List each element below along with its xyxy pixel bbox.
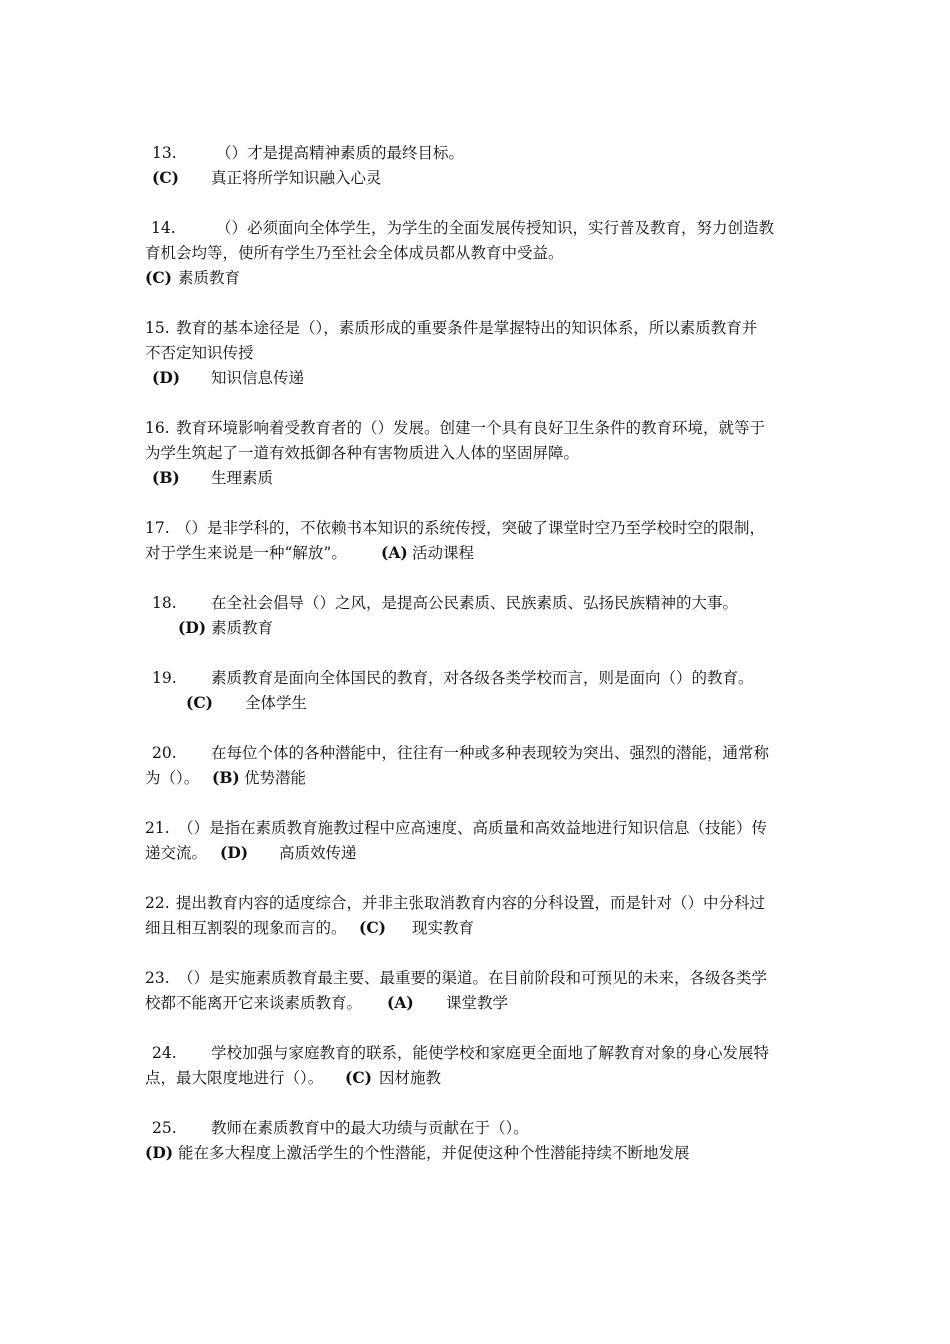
answer-text: 知识信息传递: [211, 369, 305, 387]
question-text: 为（）。: [145, 769, 200, 787]
question-text: （）是指在素质教育施教过程中应高速度、高质量和高效益地进行知识信息（技能）传: [178, 819, 768, 837]
answer-text: 素质教育: [211, 619, 274, 637]
question-number: 20.: [152, 744, 177, 762]
answer-text: 课堂教学: [446, 994, 509, 1012]
answer-letter: (D): [220, 843, 249, 862]
question-text: 在每位个体的各种潜能中，往往有一种或多种表现较为突出、强烈的潜能，通常称: [211, 744, 770, 762]
question-text: 对于学生来说是一种“解放”。: [145, 544, 347, 562]
question-number: 18.: [152, 594, 177, 612]
answer-text: 活动课程: [412, 544, 475, 562]
answer-text: 素质教育: [178, 269, 241, 287]
question-number: 16.: [145, 419, 170, 437]
question-text: 提出教育内容的适度综合，并非主张取消教育内容的分科设置，而是针对（）中分科过: [176, 894, 766, 912]
question-number: 22.: [145, 894, 170, 912]
question-number: 24.: [152, 1044, 177, 1062]
answer-letter: (C): [359, 918, 387, 937]
answer-text: 真正将所学知识融入心灵: [211, 169, 382, 187]
answer-letter: (C): [345, 1068, 373, 1087]
question-text: 教师在素质教育中的最大功绩与贡献在于（）。: [211, 1119, 529, 1137]
question-number: 25.: [152, 1119, 177, 1137]
question-text: 递交流。: [145, 844, 208, 862]
answer-letter: (B): [152, 468, 180, 487]
question-number: 14.: [151, 219, 176, 237]
question-text: （）必须面向全体学生，为学生的全面发展传授知识，实行普及教育，努力创造教: [216, 219, 775, 237]
answer-text: 现实教育: [412, 919, 475, 937]
question-text: 校都不能离开它来谈素质教育。: [145, 994, 363, 1012]
question-text: 教育的基本途径是（），素质形成的重要条件是掌握特出的知识体系，所以素质教育并: [176, 319, 758, 337]
question-text: 为学生筑起了一道有效抵御各种有害物质进入人体的坚固屏障。: [145, 444, 580, 462]
answer-letter: (C): [186, 693, 214, 712]
answer-text: 能在多大程度上激活学生的个性潜能，并促使这种个性潜能持续不断地发展: [178, 1144, 690, 1162]
question-text: （）才是提高精神素质的最终目标。: [216, 144, 465, 162]
question-number: 21.: [145, 819, 170, 837]
question-number: 23.: [145, 969, 170, 987]
answer-text: 优势潜能: [244, 769, 307, 787]
question-text: （）是非学科的，不依赖书本知识的系统传授，突破了课堂时空乃至学校时空的限制，: [176, 519, 766, 537]
question-text: 细且相互割裂的现象而言的。: [145, 919, 347, 937]
question-text: 在全社会倡导（）之风，是提高公民素质、民族素质、弘扬民族精神的大事。: [211, 594, 739, 612]
answer-text: 生理素质: [211, 469, 274, 487]
answer-letter: (C): [145, 268, 173, 287]
question-text: 育机会均等，使所有学生乃至社会全体成员都从教育中受益。: [145, 244, 564, 262]
question-text: 教育环境影响着受教育者的（）发展。创建一个具有良好卫生条件的教育环境，就等于: [176, 419, 766, 437]
question-text: 素质教育是面向全体国民的教育，对各级各类学校而言，则是面向（）的教育。: [211, 669, 754, 687]
question-text: 不否定知识传授: [145, 344, 254, 362]
answer-text: 因材施教: [379, 1069, 442, 1087]
answer-letter: (C): [152, 168, 180, 187]
answer-text: 高质效传递: [279, 844, 357, 862]
question-number: 15.: [145, 319, 170, 337]
answer-letter: (A): [387, 993, 414, 1012]
answer-letter: (D): [145, 1143, 174, 1162]
answer-text: 全体学生: [245, 694, 308, 712]
question-number: 19.: [152, 669, 177, 687]
answer-letter: (A): [381, 543, 408, 562]
question-text: 点，最大限度地进行（）。: [145, 1069, 324, 1087]
question-text: 学校加强与家庭教育的联系，能使学校和家庭更全面地了解教育对象的身心发展特: [211, 1044, 770, 1062]
answer-letter: (D): [178, 618, 207, 637]
question-number: 13.: [152, 144, 177, 162]
question-text: （）是实施素质教育最主要、最重要的渠道。在目前阶段和可预见的未来，各级各类学: [178, 969, 768, 987]
answer-letter: (B): [212, 768, 240, 787]
question-number: 17.: [145, 519, 170, 537]
answer-letter: (D): [152, 368, 181, 387]
